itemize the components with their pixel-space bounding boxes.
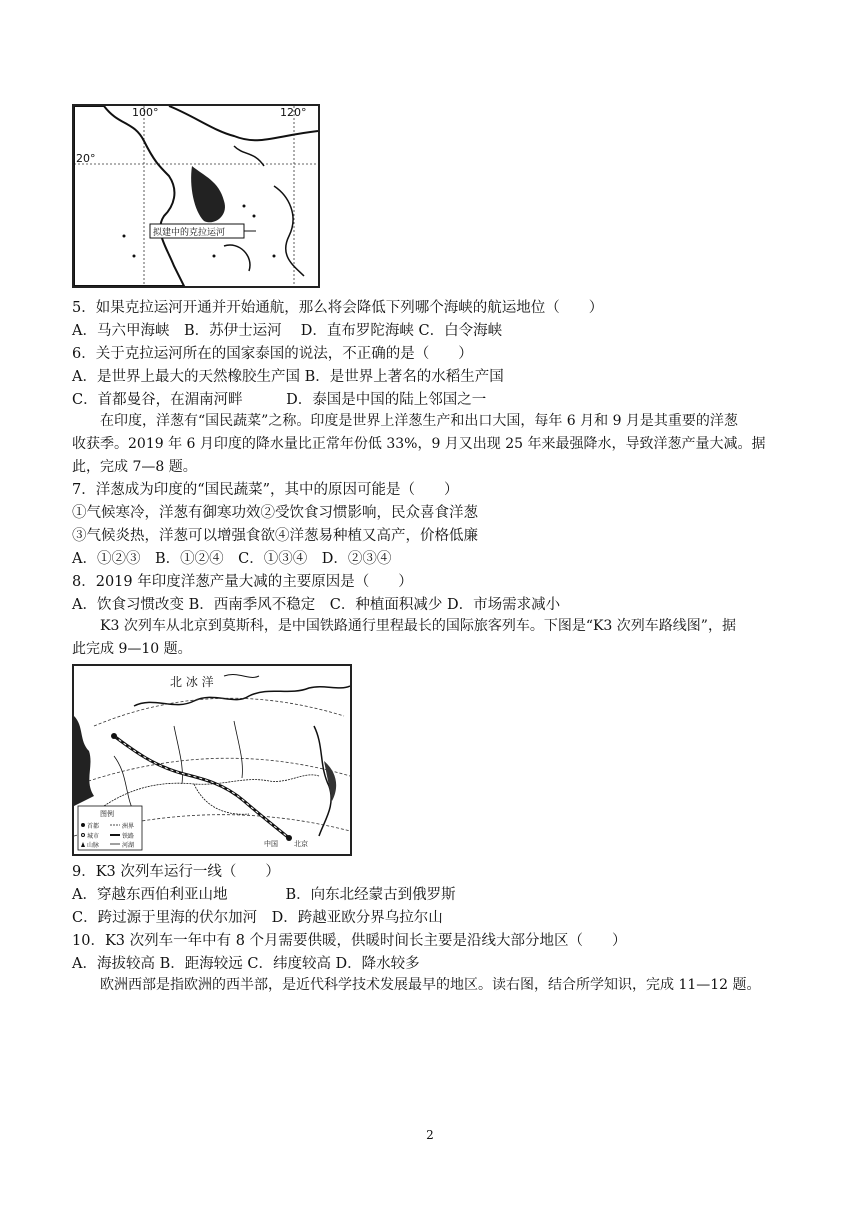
legend-city: 城市 (87, 833, 100, 840)
legend-mountain: 山脉 (87, 842, 100, 849)
q6-options-1: A．是世界上最大的天然橡胶生产国 B．是世界上著名的水稻生产国 (72, 369, 504, 385)
q10-stem: 10．K3 次列车一年中有 8 个月需要供暖，供暖时间长主要是沿线大部分地区（ ） (72, 933, 627, 949)
q6-options-2: C．首都曼谷，在湄南河畔 D．泰国是中国的陆上邻国之一 (72, 392, 487, 408)
passage-78-line-3: 此，完成 7—8 题。 (72, 459, 197, 475)
passage-910-line-2: 此完成 9—10 题。 (72, 641, 192, 657)
q7-items-1: ①气候寒冷，洋葱有御寒功效②受饮食习惯影响，民众喜食洋葱 (72, 505, 478, 521)
q7-options: A．①②③ B．①②④ C．①③④ D．②③④ (72, 551, 392, 567)
q8-options: A．饮食习惯改变 B．西南季风不稳定 C．种植面积减少 D．市场需求减小 (72, 597, 561, 613)
lon-100-label: 100° (132, 106, 159, 119)
q7-items-2: ③气候炎热，洋葱可以增强食欲④洋葱易种植又高产，价格低廉 (72, 528, 478, 544)
lat-20-label: 20° (76, 152, 96, 165)
passage-1112-line-1: 欧洲西部是指欧洲的西半部，是近代科学技术发展最早的地区。读右图，结合所学知识，完成 11—12 题。 (100, 977, 761, 993)
china-label: 中国 (264, 840, 278, 848)
passage-78-line-1: 在印度，洋葱有“国民蔬菜”之称。印度是世界上洋葱生产和出口大国，每年 6 月和 9 月是其重要的洋葱 (100, 413, 738, 429)
q6-stem: 6．关于克拉运河所在的国家泰国的说法，不正确的是（ ） (72, 346, 473, 362)
k3-route-map (72, 664, 352, 856)
legend-border: 洲界 (122, 823, 135, 830)
arctic-ocean-label: 北 冰 洋 (170, 675, 214, 689)
q5-stem: 5．如果克拉运河开通并开始通航，那么将会降低下列哪个海峡的航运地位（ ） (72, 300, 604, 316)
lon-120-label: 120° (280, 106, 307, 119)
q7-stem: 7．洋葱成为印度的“国民蔬菜”，其中的原因可能是（ ） (72, 482, 459, 498)
page-number: 2 (426, 1128, 434, 1142)
canal-label: 拟建中的克拉运河 (153, 228, 226, 238)
q5-options: A．马六甲海峡 B．苏伊士运河 D．直布罗陀海峡 C．白令海峡 (72, 323, 503, 339)
kra-canal-map (72, 104, 320, 288)
passage-910-line-1: K3 次列车从北京到莫斯科，是中国铁路通行里程最长的国际旅客列车。下图是“K3 次列车路线图”，据 (100, 618, 736, 634)
q9-options-2: C．跨过源于里海的伏尔加河 D．跨越亚欧分界乌拉尔山 (72, 910, 443, 926)
passage-78-line-2: 收获季。2019 年 6 月印度的降水量比正常年份低 33%，9 月又出现 25 年来最强降水，导致洋葱产量大减。据 (72, 436, 766, 452)
q9-options-1: A．穿越东西伯利亚山地 B．向东北经蒙古到俄罗斯 (72, 887, 456, 903)
legend-capital: 首都 (87, 823, 100, 830)
legend-river: 河湖 (122, 842, 135, 849)
beijing-label: 北京 (294, 840, 308, 848)
q8-stem: 8．2019 年印度洋葱产量大减的主要原因是（ ） (72, 574, 413, 590)
legend-title: 图例 (100, 810, 114, 818)
q10-options: A．海拔较高 B．距海较远 C．纬度较高 D．降水较多 (72, 956, 420, 972)
q9-stem: 9．K3 次列车运行一线（ ） (72, 864, 280, 880)
legend-railway: 铁路 (122, 833, 135, 840)
